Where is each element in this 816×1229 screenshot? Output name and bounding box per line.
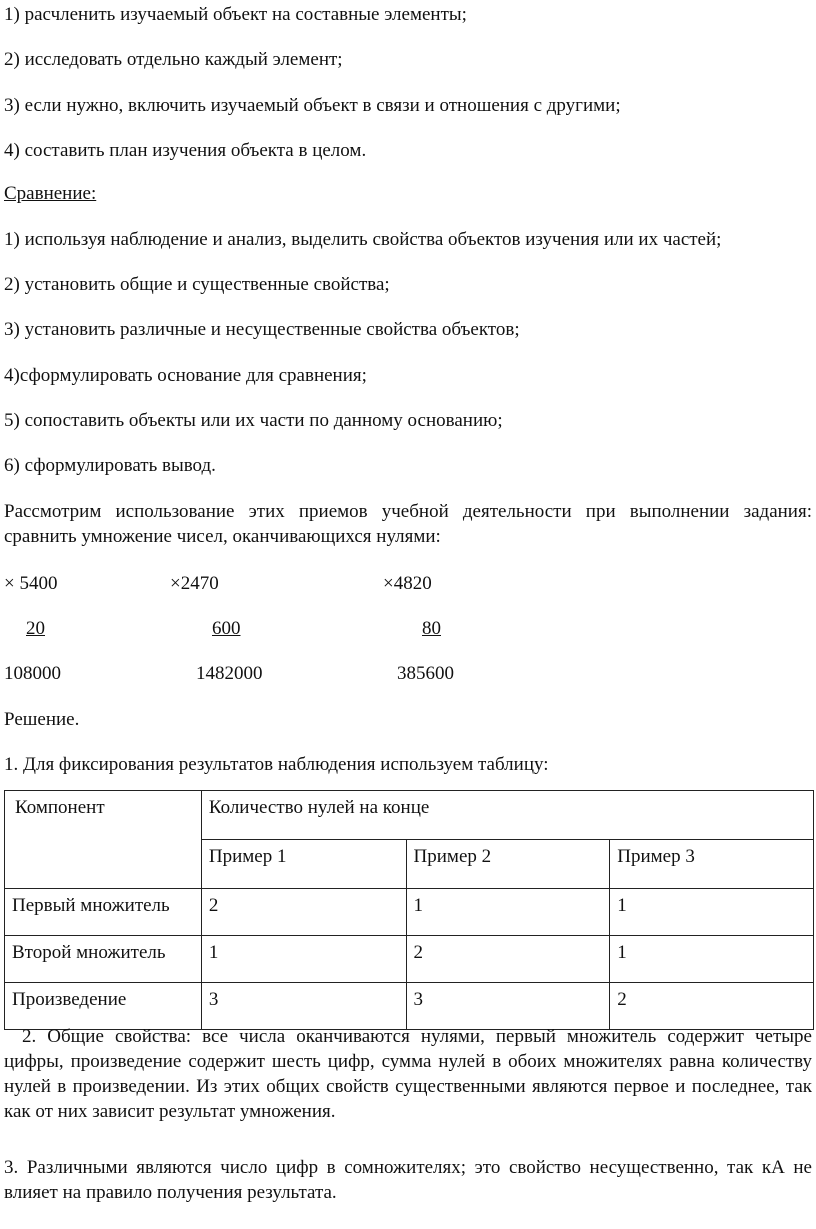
comparison-step: 3) установить различные и несущественные свойства объектов; (4, 319, 520, 340)
cell-value: 1 (406, 889, 610, 936)
header-component: Компонент (5, 791, 202, 889)
cell-value: 3 (406, 983, 610, 1030)
comparison-heading: Сравнение: (4, 183, 97, 204)
solution-step-1: 1. Для фиксирования результатов наблюдения используем таблицу: (4, 754, 549, 775)
header-example: Пример 2 (406, 840, 610, 889)
header-example: Пример 3 (610, 840, 814, 889)
cell-value: 2 (406, 936, 610, 983)
cell-value: 2 (610, 983, 814, 1030)
header-zeros: Количество нулей на конце (201, 791, 813, 840)
analysis-step: 4) составить план изучения объекта в целом. (4, 140, 367, 161)
row-label: Первый множитель (5, 889, 202, 936)
table-row (5, 889, 814, 936)
row-label: Произведение (5, 983, 202, 1030)
cell-value: 2 (201, 889, 406, 936)
product: 1482000 (196, 663, 263, 684)
observation-table (4, 790, 814, 1030)
analysis-step: 2) исследовать отдельно каждый элемент; (4, 49, 343, 70)
multiplier: 600 (212, 618, 241, 639)
product: 385600 (397, 663, 454, 684)
comparison-step: 6) сформулировать вывод. (4, 455, 216, 476)
comparison-step: 2) установить общие и существенные свойства; (4, 274, 390, 295)
header-example: Пример 1 (201, 840, 406, 889)
cell-value: 1 (201, 936, 406, 983)
analysis-step: 3) если нужно, включить изучаемый объект в связи и отношения с другими; (4, 95, 621, 116)
table-row (5, 983, 814, 1030)
table-row (5, 936, 814, 983)
cell-value: 3 (201, 983, 406, 1030)
comparison-step: 1) используя наблюдение и анализ, выделить свойства объектов изучения или их частей; (4, 229, 722, 250)
cell-value: 1 (610, 889, 814, 936)
solution-step-3: 3. Различными являются число цифр в сомножителях; это свойство несущественно, так кА не влияет на правило получения результата. (4, 1157, 812, 1203)
cell-value: 1 (610, 936, 814, 983)
multiplier: 80 (422, 618, 441, 639)
multiplicand: ×2470 (170, 573, 219, 594)
comparison-step: 4)сформулировать основание для сравнения; (4, 365, 367, 386)
multiplier: 20 (26, 618, 45, 639)
comparison-step: 5) сопоставить объекты или их части по данному основанию; (4, 410, 503, 431)
task-intro: Рассмотрим использование этих приемов учебной деятельности при выполнении задания: сравнить умножение чисел, оканчивающихся нулями: (4, 501, 812, 547)
solution-heading: Решение. (4, 709, 80, 730)
solution-step-2: 2. Общие свойства: все числа оканчиваются нулями, первый множитель содержит четыре цифры, произведение содержит шесть цифр, сумма нулей в обоих множителях равна количеству нулей в произведении. Из этих общих свойств существенными являются первое и последнее, так как от них зависит результат умножения. (4, 1026, 812, 1122)
analysis-step: 1) расчленить изучаемый объект на составные элементы; (4, 4, 467, 25)
multiplicand: ×4820 (383, 573, 432, 594)
row-label: Второй множитель (5, 936, 202, 983)
product: 108000 (4, 663, 61, 684)
multiplicand: × 5400 (4, 573, 58, 594)
